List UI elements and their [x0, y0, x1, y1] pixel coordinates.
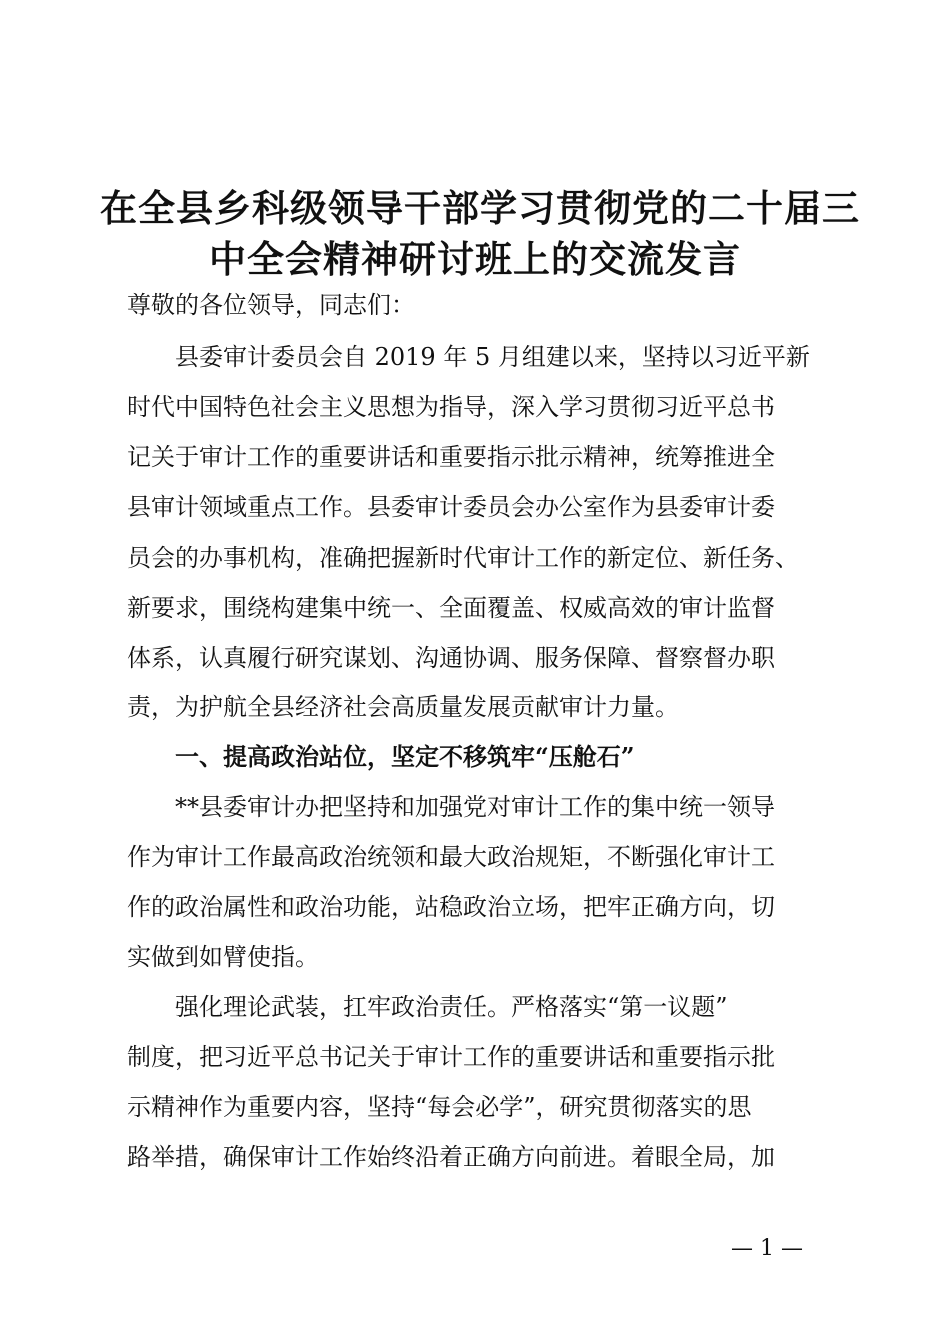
- paragraph-line: 制度，把习近平总书记关于审计工作的重要讲话和重要指示批: [127, 1043, 775, 1071]
- paragraph-line: 作为审计工作最高政治统领和最大政治规矩，不断强化审计工: [127, 843, 775, 871]
- paragraph-line: 员会的办事机构，准确把握新时代审计工作的新定位、新任务、: [127, 544, 799, 572]
- paragraph-line: 县委审计委员会自 2019 年 5 月组建以来，坚持以习近平新: [127, 343, 810, 371]
- section-heading: 一、提高政治站位，坚定不移筑牢“压舱石”: [127, 742, 635, 771]
- paragraph-line: 体系，认真履行研究谋划、沟通协调、服务保障、督察督办职: [127, 644, 775, 672]
- paragraph-line: 新要求，围绕构建集中统一、全面覆盖、权威高效的审计监督: [127, 594, 775, 622]
- paragraph-line: 强化理论武装，扛牢政治责任。严格落实“第一议题”: [127, 993, 728, 1021]
- paragraph-line: 责，为护航全县经济社会高质量发展贡献审计力量。: [127, 693, 679, 721]
- paragraph-line: 作的政治属性和政治功能，站稳政治立场，把牢正确方向，切: [127, 893, 775, 921]
- paragraph-line: 示精神作为重要内容，坚持“每会必学”，研究贯彻落实的思: [127, 1093, 752, 1121]
- paragraph-line: 实做到如臂使指。: [127, 943, 319, 971]
- document-title-line-2: 中全会精神研讨班上的交流发言: [209, 237, 741, 281]
- salutation: 尊敬的各位领导，同志们：: [127, 291, 415, 319]
- page-number: — 1 —: [731, 1236, 803, 1261]
- paragraph-line: **县委审计办把坚持和加强党对审计工作的集中统一领导: [127, 793, 775, 821]
- paragraph-line: 时代中国特色社会主义思想为指导，深入学习贯彻习近平总书: [127, 393, 775, 421]
- paragraph-line: 县审计领域重点工作。县委审计委员会办公室作为县委审计委: [127, 493, 775, 521]
- paragraph-line: 路举措，确保审计工作始终沿着正确方向前进。着眼全局，加: [127, 1143, 775, 1171]
- paragraph-line: 记关于审计工作的重要讲话和重要指示批示精神，统筹推进全: [127, 443, 775, 471]
- document-title-line-1: 在全县乡科级领导干部学习贯彻党的二十届三: [100, 186, 860, 230]
